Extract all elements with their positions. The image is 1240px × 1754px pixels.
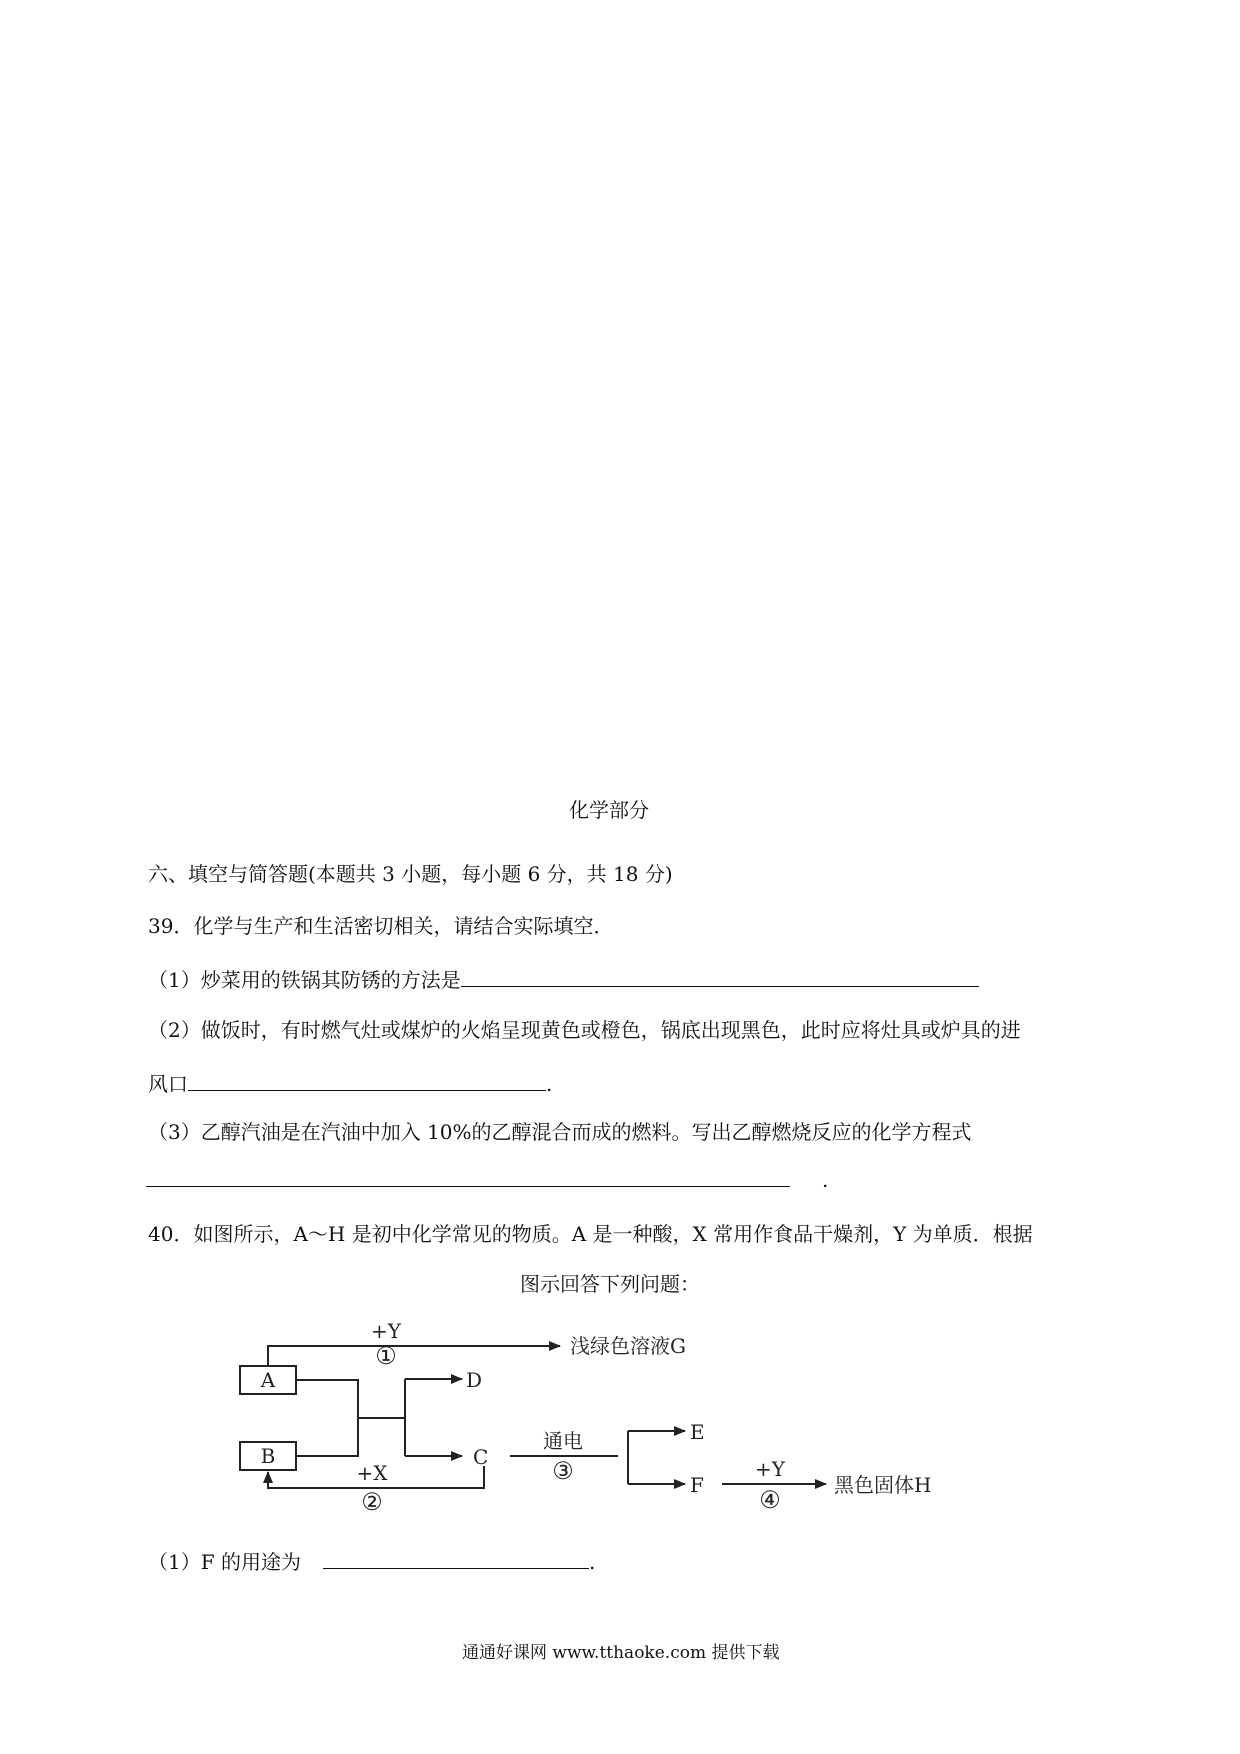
- merge-ab-bracket: [296, 1380, 358, 1456]
- label-plus-y2: +Y: [755, 1457, 785, 1481]
- label-node-e: E: [690, 1420, 705, 1444]
- q40-part1-answer-blank[interactable]: [323, 1548, 589, 1569]
- q39-part2-line1: （2）做饭时，有时燃气灶或煤炉的火焰呈现黄色或橙色，锅底出现黑色，此时应将灶具或炉具的进: [148, 1018, 1021, 1042]
- section-heading: 六、填空与简答题(本题共 3 小题，每小题 6 分，共 18 分): [148, 862, 673, 886]
- q40-part1-text: （1）F 的用途为: [148, 1550, 301, 1574]
- q39-stem: 39．化学与生产和生活密切相关，请结合实际填空．: [148, 914, 614, 938]
- label-step1: ①: [375, 1342, 397, 1370]
- label-plus-y: +Y: [371, 1319, 401, 1343]
- label-step4: ④: [759, 1486, 781, 1514]
- section-title: 化学部分: [569, 798, 649, 822]
- label-node-b: B: [260, 1444, 276, 1468]
- q40-stem: 40．如图所示，A～H 是初中化学常见的物质。A 是一种酸，X 常用作食品干燥剂，Y 为单质．根据: [148, 1222, 1033, 1246]
- q40-stem-line2: 图示回答下列问题：: [520, 1272, 700, 1296]
- q40-part1-period: .: [588, 1550, 596, 1574]
- q39-part2-period: .: [546, 1072, 553, 1096]
- q39-part3-period: .: [822, 1168, 829, 1192]
- label-step2: ②: [361, 1488, 383, 1516]
- label-product-h: 黑色固体H: [834, 1473, 932, 1497]
- label-node-f: F: [690, 1473, 704, 1497]
- label-node-c: C: [473, 1445, 489, 1469]
- q39-part2-text: 风口: [148, 1072, 188, 1096]
- q40-part1: [148, 1548, 595, 1574]
- q39-part1-text: （1）炒菜用的铁锅其防锈的方法是: [148, 968, 461, 992]
- label-node-d: D: [466, 1368, 483, 1392]
- q39-part3: （3）乙醇汽油是在汽油中加入 10%的乙醇混合而成的燃料。写出乙醇燃烧反应的化学方程式: [148, 1120, 972, 1144]
- label-product-g: 浅绿色溶液G: [570, 1334, 686, 1358]
- label-plus-x: +X: [356, 1461, 388, 1485]
- label-electrolysis: 通电: [543, 1429, 583, 1453]
- label-step3: ③: [552, 1457, 574, 1485]
- label-node-a: A: [260, 1368, 276, 1392]
- page-footer: 通通好课网 www.tthaoke.com 提供下载: [462, 1643, 780, 1663]
- arrow-a-to-g: [268, 1346, 560, 1366]
